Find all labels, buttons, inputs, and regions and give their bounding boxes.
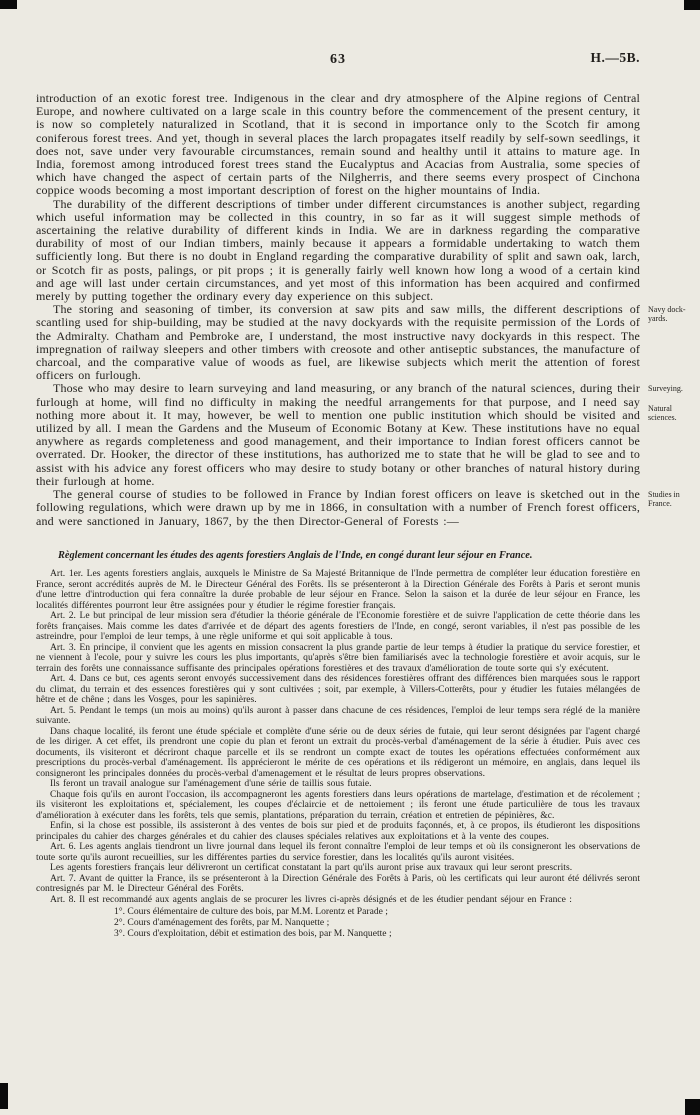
regulation-article: Chaque fois qu'ils en auront l'occasion, ils accompagneront les agents forestiers dans leurs opérations de martelage, d'estimation et de récolement ; ils visiteront les exploitations et, spécialement, les coupes d'éclaircie et de nettoiement ; ils feront une étude particulière de tous les travaux d'amélioration à exécuter dans les forêts, tels que semis, plantations, préparation du terrain, création et entretien de pépinières, &c. — [36, 788, 640, 821]
regulation-article: Art. 2. Le but principal de leur mission sera d'étudier la théorie générale de l'Economie forestière et de suivre l'application de cette théorie dans les forêts françaises. Mais comme les dates d'arrivée et de départ des agents forestiers de l'Inde, en congé, seront variables, il n'est pas possible de les astreindre, pour l'emploi de leur temps, à une règle uniforme et qui soit applicable à tous. — [36, 610, 640, 643]
regulation-article: Art. 6. Les agents anglais tiendront un livre journal dans lequel ils feront connaître l'emploi de leur temps et où ils consigneront les observations de toute sorte qu'ils auront recueillies, sur les différentes parties du service forestier, dans les localités qu'ils auront visitées. — [36, 841, 640, 863]
body-paragraph: Those who may desire to learn surveying and land measuring, or any branch of the natural sciences, during their furlough at home, will find no difficulty in making the needful arrangements for that purpose, and I need say nothing more about it. It may, however, be well to mention one public institution which should be visited and utilized by all. I mean the Gardens and the Museum of Economic Botany at Kew. These institutions have no equal anywhere as regards completeness and good management, and their importance to Indian forest officers cannot be overrated. Dr. Hooker, the director of these institutions, has authorized me to state that he will be glad to see and to assist with his advice any forest officers who may desire to study botany or other branches of natural history during their furlough at home. — [36, 381, 640, 488]
book-list-item: 2°. Cours d'aménagement des forêts, par M. Nanquette ; — [114, 917, 330, 929]
body-paragraph: introduction of an exotic forest tree. Indigenous in the clear and dry atmosphere of the Alpine regions of Central Europe, and nowhere cultivated on a large scale in this country before the commencement of the present century, it is now so completely naturalized in Scotland, that it is second in importance only to the Scotch fir among coniferous forest trees. And yet, though in several places the larch propagates itself readily by self-sown seedlings, it does not, save under very favourable circumstances, remain sound and healthy until it attains to mature age. In India, foremost among introduced forest trees stand the Eucalyptus and Acacias from Australia, some species of which have changed the aspect of certain parts of the Nilgherris, and there seems every prospect of Cinchona coppice woods becoming a most important description of forest on the higher mountains of India. — [36, 91, 640, 198]
book-list-item: 3°. Cours d'exploitation, débit et estimation des bois, par M. Nanquette ; — [114, 928, 392, 940]
margin-note: Navy dock-yards. — [648, 305, 686, 324]
margin-note: Studies in France. — [648, 490, 680, 509]
scan-corner-mark — [0, 0, 17, 9]
margin-note: Natural sciences. — [648, 404, 677, 423]
regulation-article: Art. 3. En principe, il convient que les agents en mission consacrent la plus grande partie de leur temps à étudier la pratique du service forestier, et ne viennent à l'ecole, pour y suivre les cours les plus importants, qu'après s'être bien familiarisés avec la technologie forestière et avoir acquis, sur le terrain des forêts une connaissance suffisante des principales opérations forestières et des travaux d'amélioration de toute sorte qui s'y exécutent. — [36, 641, 640, 674]
margin-note: Surveying. — [648, 384, 683, 394]
regulation-article: Art. 4. Dans ce but, ces agents seront envoyés successivement dans des résidences forestières offrant des différences bien marquées sous le rapport du climat, du terrain et des essences forestières qui y sont cultivées ; soit, par exemple, à Villers-Cotterêts, pour y étudier les futaies mélangées de hêtre et de chêne ; dans les Vosges, pour les sapinières. — [36, 673, 640, 706]
paragraph-with-margin-note — [36, 487, 680, 528]
paragraph-with-margin-note — [36, 381, 683, 488]
page-number: 63 — [330, 52, 346, 67]
scan-corner-mark — [684, 0, 700, 10]
regulation-heading: Règlement concernant les études des agents forestiers Anglais de l'Inde, en congé durant leur séjour en France. — [58, 549, 533, 561]
regulation-section — [36, 550, 640, 940]
regulation-article: Ils feront un travail analogue sur l'aménagement d'une série de taillis sous futaie. — [50, 778, 372, 790]
book-list-item: 1°. Cours élémentaire de culture des bois, par M.M. Lorentz et Parade ; — [114, 906, 388, 918]
recommended-book-list — [114, 906, 640, 939]
main-text-column — [36, 91, 686, 940]
page-header — [36, 50, 640, 68]
regulation-article: Les agents forestiers français leur délivreront un certificat constatant la part qu'ils auront prise aux travaux qui leur seront prescrits. — [50, 862, 573, 874]
regulation-article: Art. 7. Avant de quitter la France, ils se présenteront à la Direction Générale des Forêts à Paris, où les certificats qui leur auront été délivrés seront contresignés par M. le Directeur Général des Forêts. — [36, 872, 640, 895]
body-paragraph: The general course of studies to be followed in France by Indian forest officers on leave is sketched out in the following regulations, which were drawn up by me in 1866, in consultation with a number of French forest officers, and were sanctioned in January, 1867, by the then Director-General of Forests :— — [36, 487, 640, 528]
paragraph-with-margin-note — [36, 302, 686, 383]
scan-corner-mark — [685, 1099, 700, 1115]
document-reference: H.—5B. — [590, 50, 640, 65]
regulation-article: Art. 8. Il est recommandé aux agents anglais de se procurer les livres ci-après désignés et de les étudier pendant séjour en France : — [50, 893, 572, 905]
regulation-article: Enfin, si la chose est possible, ils assisteront à des ventes de bois sur pied et de produits façonnés, et, à ce propos, ils étudieront les dispositions principales du cahier des charges générales et du cahier des clauses spéciales relatives aux exploitations et à la vente des coupes. — [36, 820, 640, 842]
body-paragraph: The durability of the different descriptions of timber under different circumstances is another subject, regarding which useful information may be collected in this country, in so far as it will suggest simple methods of ascertaining the relative durability of different kinds in India. We are in darkness regarding the comparative durability of most of our Indian timbers, mainly because it appears a formidable undertaking to watch them sufficiently long. But there is no doubt in England regarding the comparative durability of split and sawn oak, larch, or Scotch fir as posts, palings, or pit props ; it is generally fairly well known how long a wood of a certain kind and age will last under certain circumstances, and yet most of this information has been acquired and confirmed merely by putting together the ordinary every day experience on this subject. — [36, 196, 640, 304]
body-paragraph: The storing and seasoning of timber, its conversion at saw pits and saw mills, the different descriptions of scantling used for ship-building, may be studied at the navy dockyards with the requisite permission of the Lords of the Admiralty. Chatham and Pembroke are, I understand, the most instructive navy dockyards in this respect. The impregnation of railway sleepers and other timbers with creosote and other antiseptic substances, the manufacture of charcoal, and the comparative value of woods as fuel, are likewise subjects which merit the attention of forest officers on furlough. — [36, 302, 640, 383]
regulation-article: Art. 5. Pendant le temps (un mois au moins) qu'ils auront à passer dans chacune de ces résidences, l'emploi de leur temps sera réglé de la manière suivante. — [36, 704, 640, 727]
regulation-article: Dans chaque localité, ils feront une étude spéciale et complète d'une série ou de deux séries de futaie, qui leur seront désignées par l'agent chargé de les diriger. A cet effet, ils prendront une copie du plan et feront un extrait du procès-verbal d'aménagement de la série à étudier. Puis avec ces documents, ils visiteront et décriront chaque parcelle et ils se rendront un compte exact de toutes les opérations effectuées conformément aux prescriptions du procès-verbal d'aménagement. Ils apprécieront le mérite de ces opérations et ils rédigeront un mémoire, en anglais, dans lequel ils consigneront les principales données du procès-verbal d'amenagement et le résultat de leurs propres observations. — [36, 725, 640, 779]
scan-corner-mark — [0, 1083, 8, 1109]
regulation-article: Art. 1er. Les agents forestiers anglais, auxquels le Ministre de Sa Majesté Britannique de l'Inde permettra de compléter leur éducation forestière en France, seront accrédités auprès de M. le Directeur Général des Forêts. Ils se présenteront à la Direction Générale des Forêts à Paris et seront munis d'une lettre d'introduction qui fera connaître la durée probable de leur séjour en France. Selon la saison et la durée de leur séjour en France, les localités différentes pourront leur être assignées pour y étudier le régime forestier français. — [36, 568, 640, 611]
